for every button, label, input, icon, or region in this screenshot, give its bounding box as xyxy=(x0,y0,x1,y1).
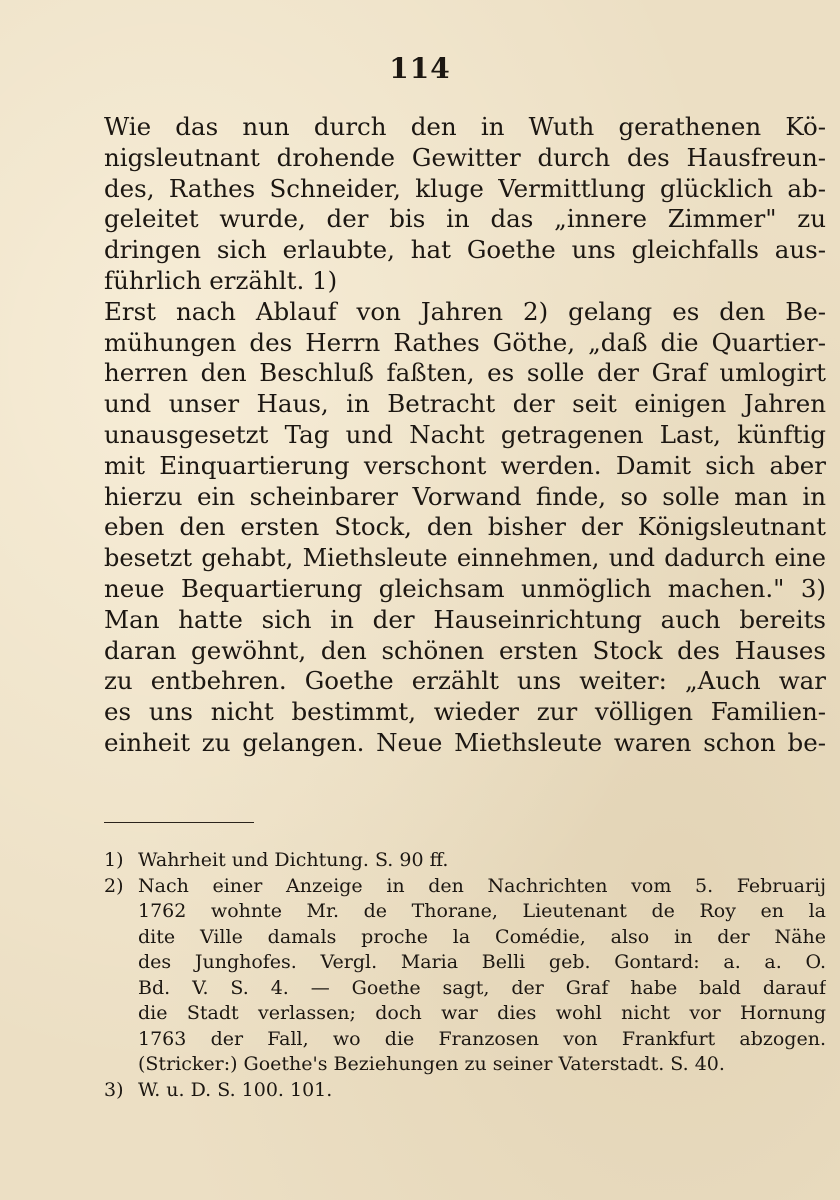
footnote-text xyxy=(138,874,826,1078)
text-line: hierzu ein scheinbarer Vorwand finde, so solle man in xyxy=(104,481,826,511)
footnote-line: Wahrheit und Dichtung. S. 90 ff. xyxy=(138,849,449,871)
footnote-divider xyxy=(104,822,254,823)
text-line: neue Bequartierung gleichsam unmöglich machen." 3) xyxy=(104,573,826,603)
footnote-text xyxy=(138,1078,826,1104)
text-line: des, Rathes Schneider, kluge Vermittlung glücklich ab- xyxy=(104,173,826,203)
text-line: Man hatte sich in der Hauseinrichtung auch bereits xyxy=(104,604,826,634)
text-line: es uns nicht bestimmt, wieder zur völligen Familien- xyxy=(104,697,826,727)
footnote-line: (Stricker:) Goethe's Beziehungen zu seiner Vaterstadt. S. 40. xyxy=(138,1053,725,1075)
footnote-number: 2) xyxy=(104,874,124,897)
footnote-number: 1) xyxy=(104,849,124,871)
footnotes xyxy=(104,848,826,1103)
footnote-line: dite Ville damals proche la Comédie, also in der Nähe xyxy=(138,925,826,948)
footnote-line: 1762 wohnte Mr. de Thorane, Lieutenant de Roy en la xyxy=(138,900,826,922)
footnote-line: des Junghofes. Vergl. Maria Belli geb. Gontard: a. a. O. xyxy=(138,951,826,973)
text-line: unausgesetzt Tag und Nacht getragenen Last, künftig xyxy=(104,419,826,449)
footnote-text xyxy=(138,848,826,874)
footnote-line: die Stadt verlassen; doch war dies wohl nicht vor Hornung xyxy=(138,1002,826,1024)
page-number: 114 xyxy=(389,52,451,85)
body-text xyxy=(104,112,826,759)
footnote xyxy=(104,848,826,874)
text-line: eben den ersten Stock, den bisher der Königsleutnant xyxy=(104,512,826,542)
footnote-line: Bd. V. S. 4. — Goethe sagt, der Graf habe bald darauf xyxy=(138,976,826,999)
text-line: mühungen des Herrn Rathes Göthe, „daß die Quartier- xyxy=(104,327,826,357)
footnote xyxy=(104,1078,826,1104)
text-line: führlich erzählt. 1) xyxy=(104,265,338,295)
text-line: dringen sich erlaubte, hat Goethe uns gleichfalls aus- xyxy=(104,235,826,265)
text-line: herren den Beschluß faßten, es solle der Graf umlogirt xyxy=(104,358,826,388)
text-line: und unser Haus, in Betracht der seit einigen Jahren xyxy=(104,389,826,419)
text-line: zu entbehren. Goethe erzählt uns weiter: „Auch war xyxy=(104,666,826,696)
footnote-number: 3) xyxy=(104,1078,124,1101)
text-line: daran gewöhnt, den schönen ersten Stock des Hauses xyxy=(104,635,826,665)
text-line: besetzt gehabt, Miethsleute einnehmen, und dadurch eine xyxy=(104,544,826,573)
text-line: nigsleutnant drohende Gewitter durch des Hausfreun- xyxy=(104,142,826,172)
text-line: einheit zu gelangen. Neue Miethsleute waren schon be- xyxy=(104,727,826,757)
text-line: Wie das nun durch den in Wuth gerathenen Kö- xyxy=(104,112,826,141)
footnote-line: Nach einer Anzeige in den Nachrichten vom 5. Februarij xyxy=(138,874,826,897)
footnote-line: 1763 der Fall, wo die Franzosen von Frankfurt abzogen. xyxy=(138,1027,826,1050)
footnote-line: W. u. D. S. 100. 101. xyxy=(138,1078,333,1101)
text-line: geleitet wurde, der bis in das „innere Zimmer" zu xyxy=(104,204,826,234)
text-line: Erst nach Ablauf von Jahren 2) gelang es den Be- xyxy=(104,296,826,326)
footnote xyxy=(104,874,826,1078)
text-line: mit Einquartierung verschont werden. Damit sich aber xyxy=(104,450,826,480)
